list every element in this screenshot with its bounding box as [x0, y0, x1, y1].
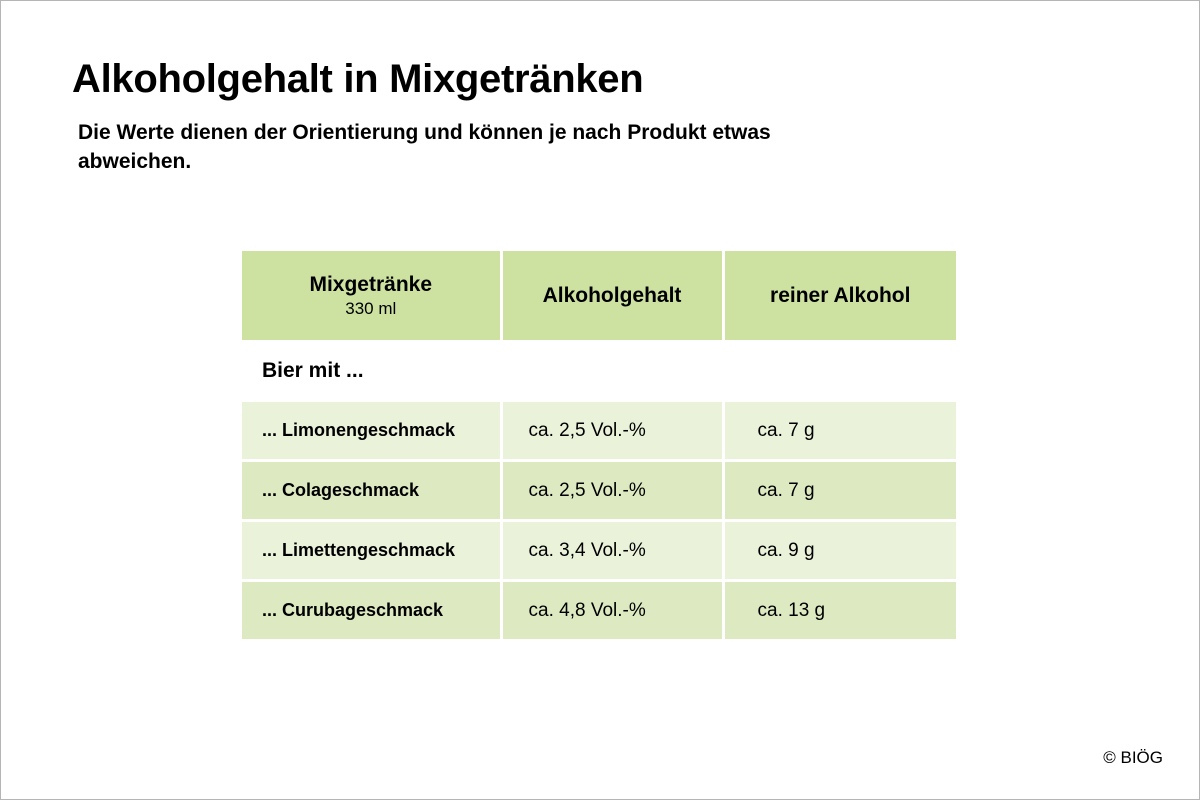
row-pure-alcohol: ca. 13 g — [723, 581, 956, 641]
row-alcohol-content: ca. 3,4 Vol.-% — [501, 521, 723, 581]
row-alcohol-content: ca. 4,8 Vol.-% — [501, 581, 723, 641]
row-pure-alcohol: ca. 7 g — [723, 461, 956, 521]
table-row — [242, 402, 956, 461]
header-mixgetraenke-label: Mixgetränke — [309, 272, 433, 296]
group-row — [242, 340, 956, 402]
header-volume-label: 330 ml — [345, 298, 397, 318]
header-mixgetraenke — [242, 251, 501, 340]
row-alcohol-content: ca. 2,5 Vol.-% — [501, 402, 723, 461]
table-header-row — [242, 251, 956, 340]
header-reiner-alkohol: reiner Alkohol — [723, 251, 956, 340]
row-name: ... Curubageschmack — [242, 581, 501, 641]
alcohol-table — [242, 251, 956, 642]
row-name: ... Limonengeschmack — [242, 402, 501, 461]
copyright-notice: © BIÖG — [1103, 748, 1163, 767]
page-title: Alkoholgehalt in Mixgetränken — [72, 57, 644, 101]
table-row — [242, 581, 956, 641]
row-pure-alcohol: ca. 9 g — [723, 521, 956, 581]
header-alkoholgehalt: Alkoholgehalt — [501, 251, 723, 340]
row-pure-alcohol: ca. 7 g — [723, 402, 956, 461]
page-subtitle: Die Werte dienen der Orientierung und können je nach Produkt etwas abweichen. — [78, 121, 771, 173]
row-alcohol-content: ca. 2,5 Vol.-% — [501, 461, 723, 521]
group-label: Bier mit ... — [242, 340, 956, 402]
row-name: ... Limettengeschmack — [242, 521, 501, 581]
row-name: ... Colageschmack — [242, 461, 501, 521]
table-row — [242, 521, 956, 581]
table-row — [242, 461, 956, 521]
